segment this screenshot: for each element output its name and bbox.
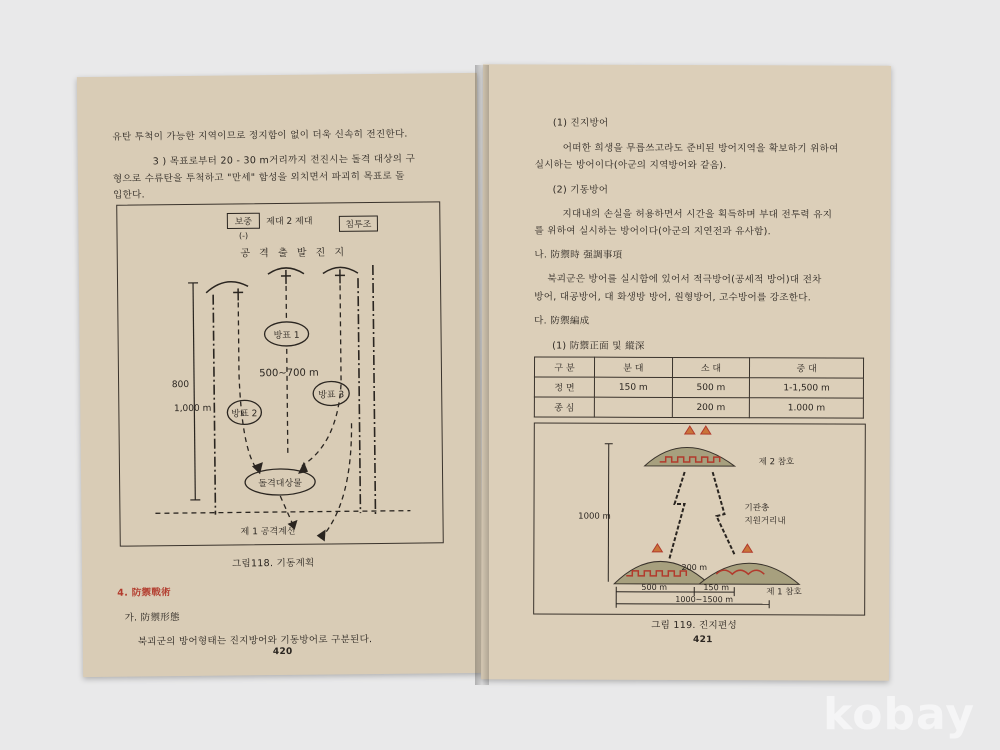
label-attack-position: 공 격 출 발 진 지 — [240, 247, 348, 260]
label-1000: 1,000 m — [173, 403, 212, 415]
label-150m: 150 m — [703, 583, 730, 593]
fire-line-right — [712, 472, 734, 554]
left-text-line: 3 ) 목표로부터 20 - 30 m거리까지 전진시는 돌격 대상의 구 — [152, 153, 416, 168]
right-text-line: 어떠한 희생을 무릅쓰고라도 준비된 방어지역을 확보하기 위하여 — [562, 142, 839, 155]
left-text-line: 형으로 수류탄을 투척하고 "만세" 함성을 외치면서 파괴히 목표로 돌 — [112, 170, 405, 185]
right-subsection-title: (2) 기동방어 — [552, 184, 609, 196]
table-cell: 종 심 — [534, 397, 594, 417]
table-header-cell: 중 대 — [750, 358, 864, 378]
left-text-line: 유탄 투척이 가능한 지역이므로 정지함이 없이 더욱 신속히 전진한다. — [112, 128, 408, 143]
label-target-3: 방표 3 — [318, 390, 345, 401]
label-row: 제대 2 제대 — [266, 216, 313, 228]
table-cell: 1.000 m — [750, 398, 864, 418]
label-objective: 돌격대상물 — [258, 478, 302, 490]
table-cell: 200 m — [672, 397, 750, 417]
first-trench-weapons — [652, 544, 752, 552]
sub-heading-defense-forms: 가. 防禦形態 — [124, 612, 180, 624]
right-text-line: 지대내의 손실을 허용하면서 시간을 획득하며 부대 전투력 유지 — [562, 208, 833, 221]
unit-symbols — [206, 267, 358, 301]
label-first-trench: 제 1 참호 — [766, 587, 802, 598]
label-target-2: 방표 2 — [231, 409, 258, 420]
table-row — [534, 397, 863, 418]
right-heading-da: 다. 防禦編成 — [534, 315, 590, 327]
left-text-line: 북괴군의 방어형태는 진지방어와 기동방어로 구분된다. — [137, 634, 373, 648]
label-bojung-sub: (-) — [238, 231, 249, 241]
label-distance: 500~700 m — [259, 367, 319, 380]
section-heading-defense-tactics: 4. 防禦戰術 — [117, 587, 171, 599]
label-mg-2: 지원거리내 — [744, 516, 786, 527]
label-800: 800 — [171, 379, 190, 391]
label-500m: 500 m — [641, 582, 668, 592]
figure-118-caption: 그림118. 기동계획 — [231, 557, 315, 570]
figure-118-frame — [116, 201, 444, 546]
second-trench-weapons — [685, 426, 711, 434]
maneuver-plan-diagram — [117, 202, 443, 545]
right-text-line: 실시하는 방어이다(아군의 지역방어와 같음). — [534, 159, 727, 172]
label-200m: 200 m — [681, 562, 708, 573]
right-sub-heading: (1) 防禦正面 및 縱深 — [552, 340, 645, 352]
right-subsection-title: (1) 진지방어 — [552, 117, 609, 129]
table-cell: 150 m — [594, 377, 672, 397]
right-text-line: 북괴군은 방어를 실시함에 있어서 적극방어(공세적 방어)대 전차 — [547, 273, 822, 286]
right-page — [481, 64, 891, 680]
table-header-cell: 분 대 — [595, 357, 673, 377]
table-header-cell: 구 분 — [534, 357, 594, 377]
label-chimtu: 침투조 — [345, 220, 372, 231]
label-bojung: 보중 — [234, 217, 253, 228]
label-mg-1: 기관총 — [744, 503, 770, 514]
open-book — [70, 60, 890, 690]
position-organization-diagram — [534, 423, 865, 614]
table-cell: 500 m — [672, 377, 750, 397]
page-number-right: 421 — [693, 635, 713, 646]
table-cell: 1-1,500 m — [750, 378, 864, 398]
label-1000m: 1000 m — [578, 511, 611, 522]
left-text-line: 입한다. — [113, 189, 145, 201]
table-header-cell: 소 대 — [672, 357, 750, 377]
right-text-line: 방어, 대공방어, 대 화생방 방어, 원형방어, 고수방어를 강조한다. — [534, 291, 812, 304]
table-cell: 정 면 — [534, 377, 594, 397]
label-second-trench: 제 2 참호 — [758, 457, 795, 468]
label-1000-1500m: 1000~1500 m — [675, 594, 734, 605]
label-target-1: 방표 1 — [273, 330, 300, 342]
defense-frontage-depth-table — [534, 356, 864, 418]
label-first-attack-line: 제 1 공격계선 — [240, 526, 296, 538]
watermark-logo: kobay — [823, 689, 975, 740]
fire-line-left — [669, 472, 684, 559]
right-text-line: 를 위하여 실시하는 방어이다(아군의 지연전과 유사함). — [534, 225, 771, 238]
figure-119-caption: 그림 119. 진지편성 — [651, 619, 737, 632]
vertical-distance-marker — [188, 283, 200, 500]
page-number-left: 420 — [272, 646, 293, 658]
table-header-row — [534, 357, 863, 378]
left-page — [77, 73, 483, 677]
table-row — [534, 377, 863, 398]
book-gutter — [475, 65, 489, 685]
right-heading-na: 나. 防禦時 强調事項 — [534, 249, 623, 261]
table-cell — [594, 397, 672, 417]
figure-119-frame — [533, 422, 866, 615]
